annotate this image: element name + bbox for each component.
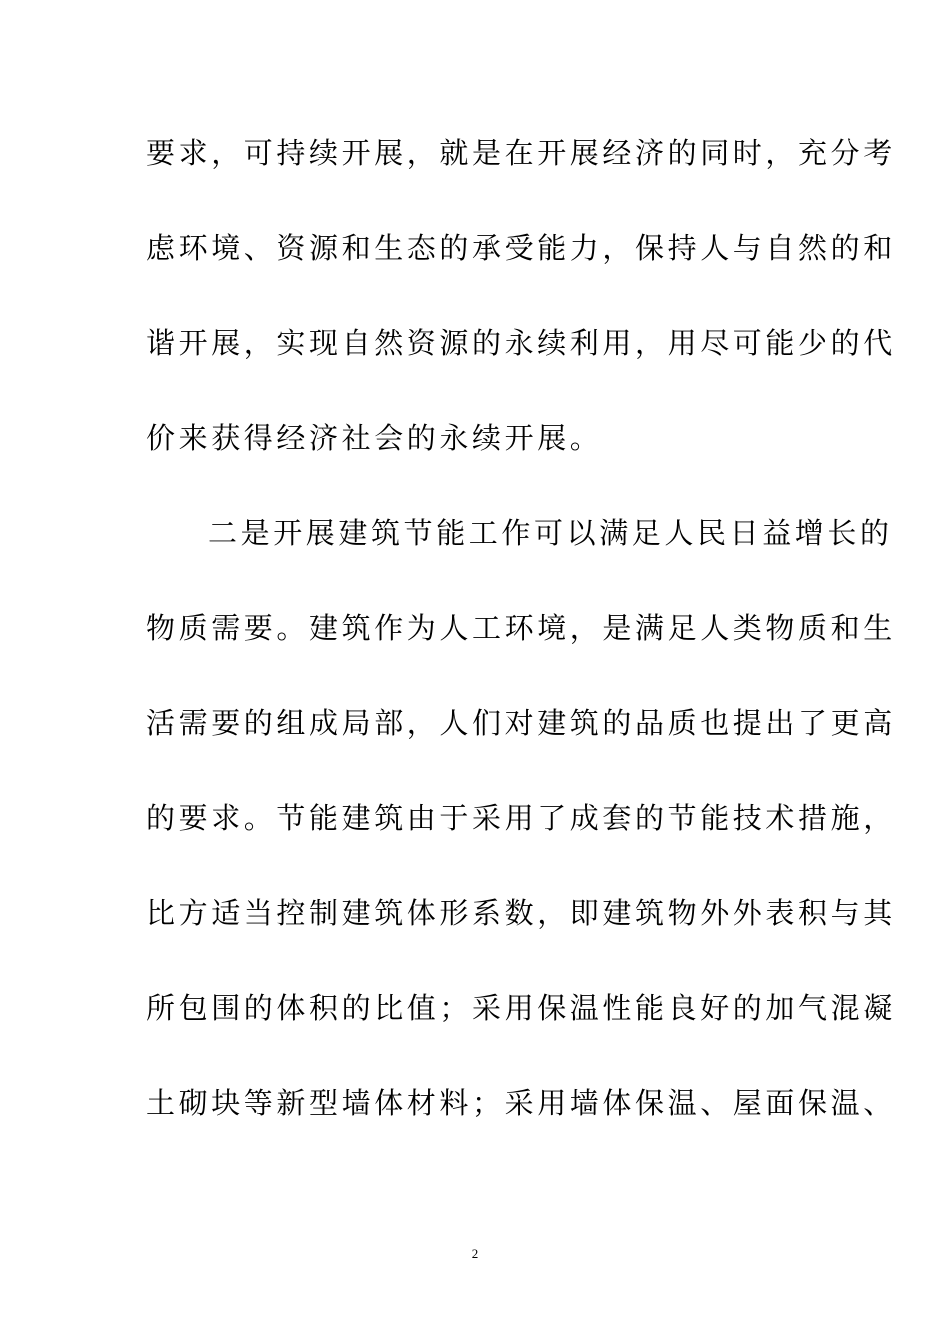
text-line: 比方适当控制建筑体形系数，即建筑物外外表积与其 (146, 896, 896, 930)
body-text (146, 128, 896, 1173)
text-line: 虑环境、资源和生态的承受能力，保持人与自然的和 (146, 231, 896, 265)
text-line: 谐开展，实现自然资源的永续利用，用尽可能少的代 (146, 326, 896, 360)
text-line: 的要求。节能建筑由于采用了成套的节能技术措施， (146, 801, 896, 835)
text-line: 价来获得经济社会的永续开展。 (146, 421, 603, 455)
text-line: 所包围的体积的比值；采用保温性能良好的加气混凝 (146, 991, 896, 1025)
text-line: 活需要的组成局部，人们对建筑的品质也提出了更高 (146, 706, 896, 740)
text-line: 物质需要。建筑作为人工环境，是满足人类物质和生 (146, 611, 896, 645)
paragraph-start-line: 二是开展建筑节能工作可以满足人民日益增长的 (208, 516, 893, 550)
page-number: 2 (471, 1246, 479, 1261)
text-line: 要求，可持续开展，就是在开展经济的同时，充分考 (146, 136, 896, 170)
text-line: 土砌块等新型墙体材料；采用墙体保温、屋面保温、 (146, 1086, 896, 1120)
